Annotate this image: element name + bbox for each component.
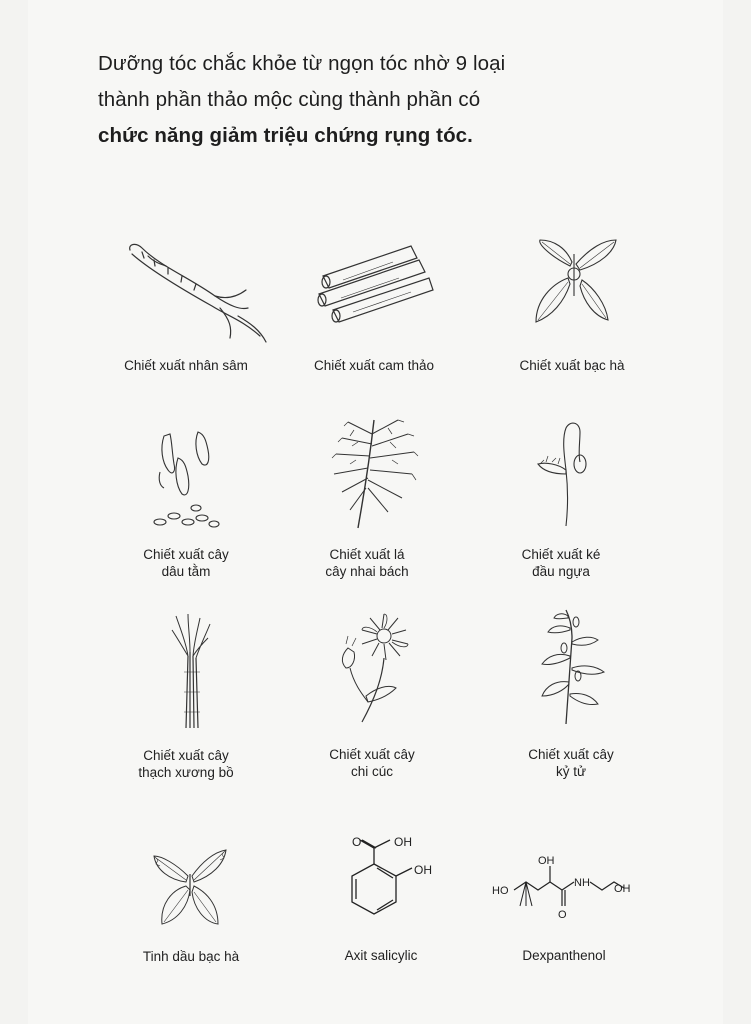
atom-label-nh: NH [574,877,590,889]
atom-label-oh-side: OH [414,863,432,877]
goji-branch-icon [536,608,608,726]
atom-label-oh-2: OH [614,883,631,895]
peppermint-leaf-icon [530,236,620,328]
ingredient-label-8: Chiết xuất cây chi cúc [329,747,415,779]
atom-label-o: O [352,835,362,849]
calamus-grass-icon [170,612,212,730]
mint-leaves-icon [152,846,228,930]
ingredient-label-5: Chiết xuất lá cây nhai bách [325,547,409,579]
ingredient-label-1: Chiết xuất nhân sâm [124,358,248,373]
ingredient-label-7: Chiết xuất cây thạch xương bồ [138,748,234,780]
heading-line-2: thành phần thảo mộc cùng thành phần có [98,88,481,111]
dexpanthenol-structure-icon [490,850,636,920]
ingredient-label-2: Chiết xuất cam thảo [313,358,435,373]
ingredient-label-10: Tinh dầu bạc hà [142,949,240,964]
salicylic-acid-structure-icon [344,834,444,934]
heading-line-1: Dưỡng tóc chắc khỏe từ ngọn tóc nhờ 9 loại [98,52,506,75]
intro-heading [98,46,698,154]
atom-label-ho: HO [492,885,509,897]
atom-label-o: O [558,909,567,920]
calendula-flower-icon [332,610,422,726]
ingredient-label-12: Dexpanthenol [522,948,606,963]
ingredient-label-3: Chiết xuất bạc hà [519,358,625,373]
ingredient-label-4: Chiết xuất cây dâu tằm [143,547,229,579]
ingredient-label-11: Axit salicylic [344,948,418,963]
xanthium-plant-icon [536,418,592,528]
atom-label-oh-1: OH [538,855,555,867]
licorice-sticks-icon [313,240,438,328]
atom-label-oh-top: OH [394,835,412,849]
ingredient-label-9: Chiết xuất cây kỷ tử [528,747,614,779]
mulberry-root-icon [150,428,220,530]
heading-line-3-bold: chức năng giảm triệu chứng rụng tóc. [98,124,473,147]
thuja-branch-icon [328,414,420,530]
ginseng-root-icon [120,238,270,343]
ingredient-label-6: Chiết xuất ké đầu ngựa [521,547,601,579]
